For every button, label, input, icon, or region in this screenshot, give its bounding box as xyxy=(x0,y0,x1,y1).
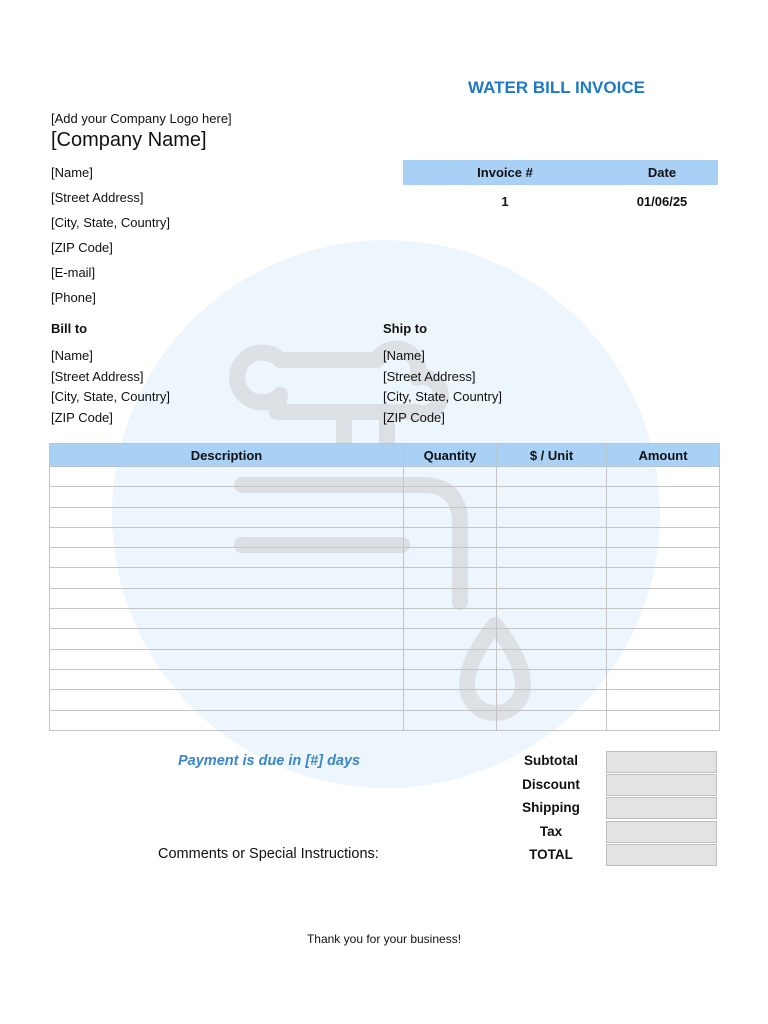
quantity-cell[interactable] xyxy=(404,487,497,507)
quantity-cell[interactable] xyxy=(404,609,497,629)
unit-price-cell[interactable] xyxy=(497,548,607,568)
unit-price-cell[interactable] xyxy=(497,467,607,487)
ship-to-block xyxy=(383,346,502,428)
description-cell[interactable] xyxy=(50,467,404,487)
unit-price-cell[interactable] xyxy=(497,568,607,588)
discount-value[interactable] xyxy=(606,774,717,796)
subtotal-value[interactable] xyxy=(606,751,717,773)
invoice-date-label: Date xyxy=(647,165,677,180)
shipping-value[interactable] xyxy=(606,797,717,819)
description-cell[interactable] xyxy=(50,710,404,730)
table-row xyxy=(50,669,720,689)
description-cell[interactable] xyxy=(50,629,404,649)
company-address-street: [Street Address] xyxy=(51,190,144,205)
description-cell[interactable] xyxy=(50,548,404,568)
total-value[interactable] xyxy=(606,844,717,866)
company-address-city: [City, State, Country] xyxy=(51,215,170,230)
shipping-label: Shipping xyxy=(522,800,580,815)
payment-due-note: Payment is due in [#] days xyxy=(178,753,361,769)
company-address-phone: [Phone] xyxy=(51,290,96,305)
description-cell[interactable] xyxy=(50,568,404,588)
table-row xyxy=(50,548,720,568)
quantity-cell[interactable] xyxy=(404,710,497,730)
logo-placeholder: [Add your Company Logo here] xyxy=(51,111,232,126)
amount-cell[interactable] xyxy=(607,588,720,608)
unit-price-cell[interactable] xyxy=(497,609,607,629)
description-cell[interactable] xyxy=(50,588,404,608)
quantity-cell[interactable] xyxy=(404,467,497,487)
amount-cell[interactable] xyxy=(607,669,720,689)
col-unit-price: $ / Unit xyxy=(497,444,607,467)
amount-cell[interactable] xyxy=(607,467,720,487)
table-row xyxy=(50,649,720,669)
quantity-cell[interactable] xyxy=(404,669,497,689)
bill-to-name: [Name] xyxy=(51,348,93,363)
unit-price-cell[interactable] xyxy=(497,487,607,507)
table-row xyxy=(50,527,720,547)
unit-price-cell[interactable] xyxy=(497,629,607,649)
amount-cell[interactable] xyxy=(607,548,720,568)
items-header-row xyxy=(50,444,720,467)
amount-cell[interactable] xyxy=(607,568,720,588)
amount-cell[interactable] xyxy=(607,507,720,527)
unit-price-cell[interactable] xyxy=(497,710,607,730)
comments-label: Comments or Special Instructions: xyxy=(158,846,379,862)
table-row xyxy=(50,588,720,608)
bill-to-city: [City, State, Country] xyxy=(51,389,170,404)
quantity-cell[interactable] xyxy=(404,527,497,547)
amount-cell[interactable] xyxy=(607,527,720,547)
ship-to-label: Ship to xyxy=(383,321,428,336)
table-row xyxy=(50,467,720,487)
quantity-cell[interactable] xyxy=(404,649,497,669)
col-description: Description xyxy=(50,444,404,467)
description-cell[interactable] xyxy=(50,527,404,547)
thank-you-note: Thank you for your business! xyxy=(306,932,462,946)
ship-to-zip: [ZIP Code] xyxy=(383,409,445,425)
bill-to-label: Bill to xyxy=(51,321,88,336)
ship-to-name: [Name] xyxy=(383,348,425,363)
description-cell[interactable] xyxy=(50,507,404,527)
col-amount: Amount xyxy=(607,444,720,467)
invoice-number-label: Invoice # xyxy=(477,165,533,180)
description-cell[interactable] xyxy=(50,690,404,710)
company-name: [Company Name] xyxy=(51,129,207,151)
col-quantity: Quantity xyxy=(404,444,497,467)
amount-cell[interactable] xyxy=(607,649,720,669)
bill-to-block xyxy=(51,346,170,428)
bill-to-street: [Street Address] xyxy=(51,368,144,384)
amount-cell[interactable] xyxy=(607,690,720,710)
items-table xyxy=(49,443,720,731)
tax-label: Tax xyxy=(539,824,563,839)
table-row xyxy=(50,507,720,527)
company-address-name: [Name] xyxy=(51,165,93,180)
company-address-email: [E-mail] xyxy=(51,265,96,280)
invoice-header-bar xyxy=(403,160,718,185)
table-row xyxy=(50,609,720,629)
subtotal-label: Subtotal xyxy=(524,753,578,768)
invoice-values xyxy=(403,193,718,213)
unit-price-cell[interactable] xyxy=(497,669,607,689)
invoice-number: 1 xyxy=(501,194,509,209)
description-cell[interactable] xyxy=(50,649,404,669)
description-cell[interactable] xyxy=(50,609,404,629)
unit-price-cell[interactable] xyxy=(497,690,607,710)
total-label: TOTAL xyxy=(529,847,573,862)
table-row xyxy=(50,690,720,710)
amount-cell[interactable] xyxy=(607,487,720,507)
quantity-cell[interactable] xyxy=(404,588,497,608)
ship-to-street: [Street Address] xyxy=(383,368,476,384)
table-row xyxy=(50,629,720,649)
unit-price-cell[interactable] xyxy=(497,588,607,608)
quantity-cell[interactable] xyxy=(404,548,497,568)
quantity-cell[interactable] xyxy=(404,507,497,527)
invoice-title: WATER BILL INVOICE xyxy=(468,78,645,97)
discount-label: Discount xyxy=(522,777,580,792)
company-address-zip: [ZIP Code] xyxy=(51,240,113,255)
description-cell[interactable] xyxy=(50,669,404,689)
quantity-cell[interactable] xyxy=(404,690,497,710)
unit-price-cell[interactable] xyxy=(497,507,607,527)
table-row xyxy=(50,568,720,588)
amount-cell[interactable] xyxy=(607,629,720,649)
quantity-cell[interactable] xyxy=(404,629,497,649)
tax-value[interactable] xyxy=(606,821,717,843)
quantity-cell[interactable] xyxy=(404,568,497,588)
bill-to-zip: [ZIP Code] xyxy=(51,409,113,425)
unit-price-cell[interactable] xyxy=(497,527,607,547)
amount-cell[interactable] xyxy=(607,609,720,629)
ship-to-city: [City, State, Country] xyxy=(383,389,502,404)
table-row xyxy=(50,487,720,507)
invoice-date: 01/06/25 xyxy=(636,194,688,209)
table-row xyxy=(50,710,720,730)
description-cell[interactable] xyxy=(50,487,404,507)
amount-cell[interactable] xyxy=(607,710,720,730)
unit-price-cell[interactable] xyxy=(497,649,607,669)
